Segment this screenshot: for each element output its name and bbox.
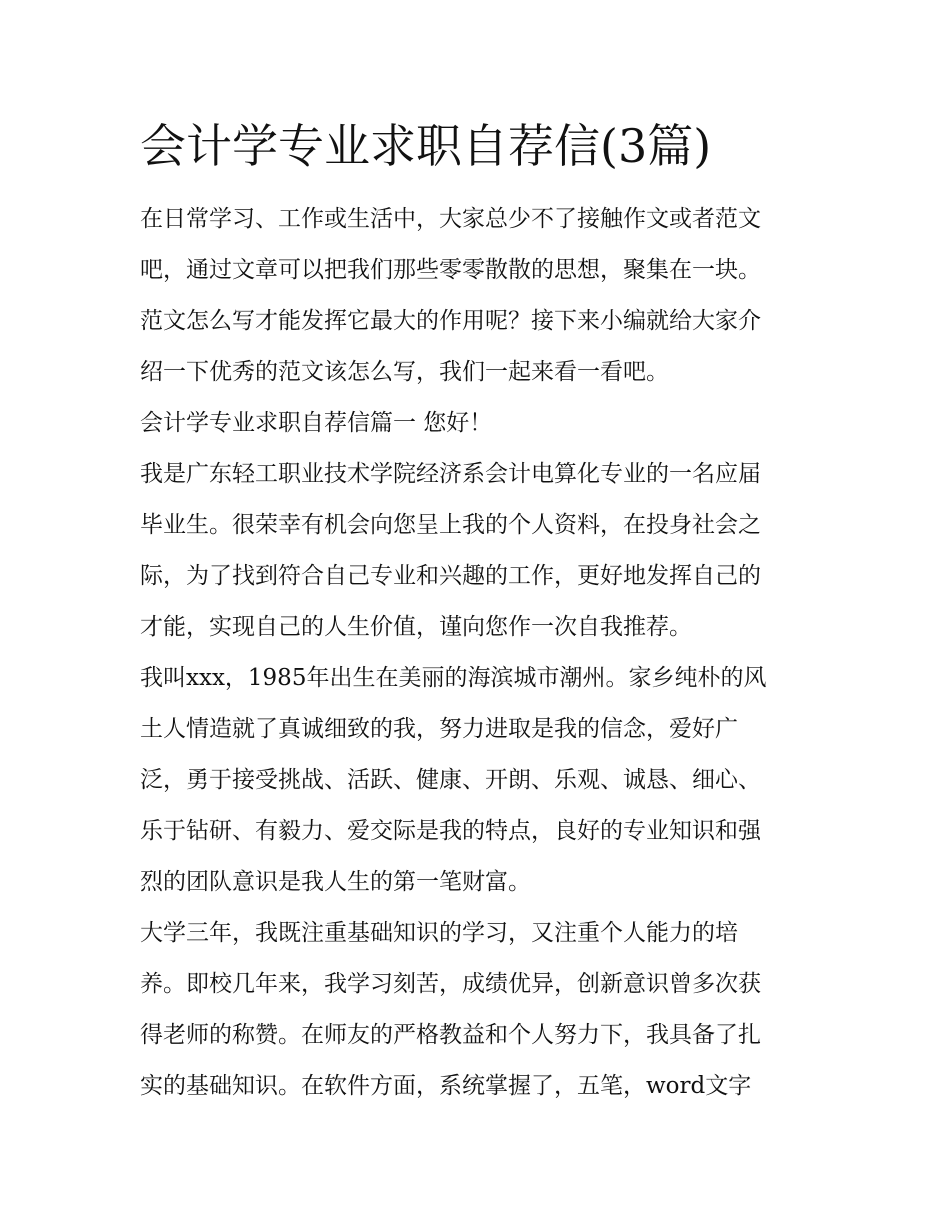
paragraph-self-intro	[140, 449, 820, 653]
paragraph-line: 会计学专业求职自荐信篇一 您好！	[140, 410, 493, 436]
paragraph-line: 实的基础知识。在软件方面，系统掌握了，五笔，word文字	[140, 1073, 752, 1099]
paragraph-study	[140, 908, 820, 1112]
paragraph-personal	[140, 653, 820, 908]
paragraph-line: 乐于钻研、有毅力、爱交际是我的特点，良好的专业知识和强	[140, 818, 761, 844]
paragraph-line: 养。即校几年来，我学习刻苦，成绩优异，创新意识曾多次获	[140, 971, 761, 997]
paragraph-line: 范文怎么写才能发挥它最大的作用呢？接下来小编就给大家介	[140, 308, 761, 334]
paragraph-line: 在日常学习、工作或生活中，大家总少不了接触作文或者范文	[140, 206, 761, 232]
paragraph-section-heading	[140, 398, 820, 449]
paragraph-line: 我叫xxx，1985年出生在美丽的海滨城市潮州。家乡纯朴的风	[140, 665, 767, 691]
paragraph-line: 得老师的称赞。在师友的严格教益和个人努力下，我具备了扎	[140, 1022, 761, 1048]
paragraph-line: 大学三年，我既注重基础知识的学习，又注重个人能力的培	[140, 920, 738, 946]
document-page	[140, 110, 820, 1112]
paragraph-line: 我是广东轻工职业技术学院经济系会计电算化专业的一名应届	[140, 461, 761, 487]
document-title: 会计学专业求职自荐信(3篇)	[140, 119, 712, 173]
paragraph-line: 际，为了找到符合自己专业和兴趣的工作，更好地发挥自己的	[140, 563, 761, 589]
paragraph-line: 土人情造就了真诚细致的我，努力进取是我的信念，爱好广	[140, 716, 738, 742]
paragraph-intro	[140, 194, 820, 398]
paragraph-line: 毕业生。很荣幸有机会向您呈上我的个人资料，在投身社会之	[140, 512, 761, 538]
paragraph-line: 烈的团队意识是我人生的第一笔财富。	[140, 869, 531, 895]
paragraph-line: 泛，勇于接受挑战、活跃、健康、开朗、乐观、诚恳、细心、	[140, 767, 761, 793]
paragraph-line: 才能，实现自己的人生价值，谨向您作一次自我推荐。	[140, 614, 692, 640]
paragraph-line: 吧，通过文章可以把我们那些零零散散的思想，聚集在一块。	[140, 257, 761, 283]
paragraph-line: 绍一下优秀的范文该怎么写，我们一起来看一看吧。	[140, 359, 669, 385]
